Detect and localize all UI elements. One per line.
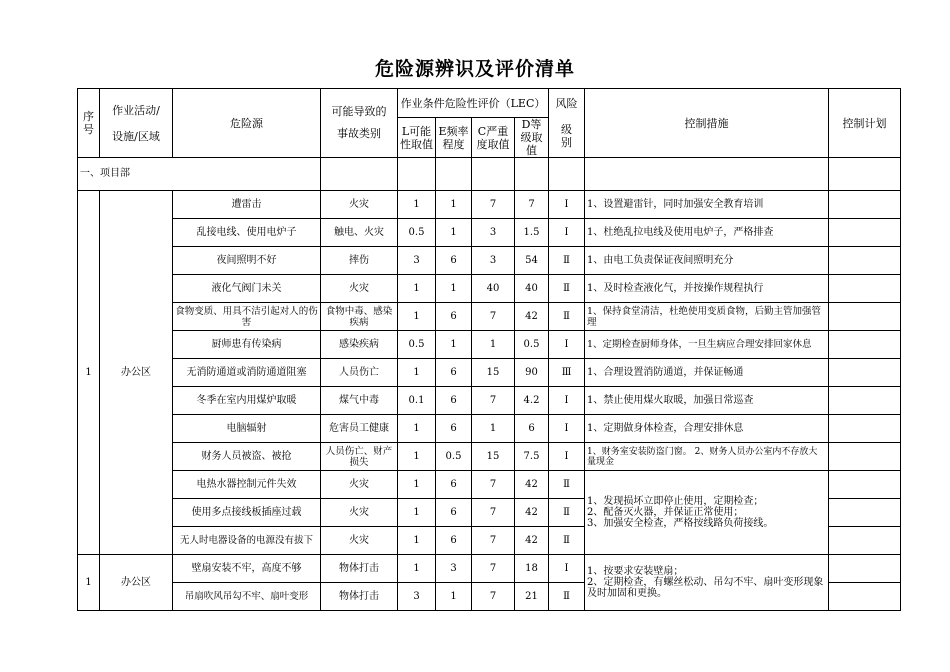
- accident-cell: 煤气中毒: [321, 387, 398, 415]
- e-cell: 1: [436, 583, 472, 611]
- cell: [585, 158, 829, 191]
- measure-cell: 1、定期做身体检查，合理安排休息: [585, 415, 829, 443]
- cell: [829, 158, 901, 191]
- hazard-table: [77, 88, 901, 611]
- c-cell: 1: [472, 415, 515, 443]
- d-cell: 42: [515, 303, 549, 331]
- plan-cell: [829, 583, 901, 611]
- hazard-cell: 食物变质、用具不洁引起对人的伤害: [173, 303, 321, 331]
- l-cell: 0.5: [398, 219, 436, 247]
- l-cell: 1: [398, 499, 436, 527]
- level-cell: Ⅱ: [549, 583, 585, 611]
- hazard-cell: 电脑辐射: [173, 415, 321, 443]
- measure-cell: 1、保持食堂清洁，杜绝使用变质食物，后勤主管加强管理: [585, 303, 829, 331]
- level-cell: Ⅱ: [549, 247, 585, 275]
- level-cell: Ⅱ: [549, 499, 585, 527]
- c-cell: 7: [472, 191, 515, 219]
- l-cell: 1: [398, 527, 436, 555]
- plan-cell: [829, 275, 901, 303]
- cell: [472, 158, 515, 191]
- measure-cell: 1、禁止使用煤火取暖，加强日常巡查: [585, 387, 829, 415]
- header-seq: 序号: [78, 89, 100, 158]
- cell: [398, 158, 436, 191]
- d-cell: 21: [515, 583, 549, 611]
- header-control-measures: 控制措施: [585, 89, 829, 158]
- plan-cell: [829, 555, 901, 583]
- measure-cell: 1、及时检查液化气，并按操作规程执行: [585, 275, 829, 303]
- hazard-cell: 壁扇安装不牢，高度不够: [173, 555, 321, 583]
- hazard-cell: 乱接电线、使用电炉子: [173, 219, 321, 247]
- l-cell: 0.1: [398, 387, 436, 415]
- c-cell: 15: [472, 359, 515, 387]
- plan-cell: [829, 527, 901, 555]
- header-c: C严重度取值: [472, 118, 515, 158]
- accident-cell: 摔伤: [321, 247, 398, 275]
- e-cell: 1: [436, 219, 472, 247]
- l-cell: 1: [398, 555, 436, 583]
- cell: [549, 158, 585, 191]
- hazard-cell: 夜间照明不好: [173, 247, 321, 275]
- table-row: [78, 443, 901, 471]
- d-cell: 4.2: [515, 387, 549, 415]
- accident-cell: 危害员工健康: [321, 415, 398, 443]
- page-title: 危险源辨识及评价清单: [374, 58, 575, 80]
- hazard-cell: 液化气阀门未关: [173, 275, 321, 303]
- e-cell: 3: [436, 555, 472, 583]
- table-row: [78, 219, 901, 247]
- e-cell: 1: [436, 331, 472, 359]
- header-accident-type: 可能导致的 事故类别: [321, 89, 398, 158]
- level-cell: Ⅱ: [549, 275, 585, 303]
- c-cell: 7: [472, 527, 515, 555]
- hazard-cell: 电热水器控制元件失效: [173, 471, 321, 499]
- level-cell: Ⅰ: [549, 555, 585, 583]
- header-e: E频率程度: [436, 118, 472, 158]
- l-cell: 1: [398, 191, 436, 219]
- accident-cell: 物体打击: [321, 555, 398, 583]
- table-row: [78, 275, 901, 303]
- hazard-cell: 遭雷击: [173, 191, 321, 219]
- level-cell: Ⅰ: [549, 191, 585, 219]
- d-cell: 6: [515, 415, 549, 443]
- e-cell: 6: [436, 499, 472, 527]
- cell: [436, 158, 472, 191]
- accident-cell: 火灾: [321, 471, 398, 499]
- accident-cell: 火灾: [321, 527, 398, 555]
- hazard-cell: 无人时电器设备的电源没有拔下: [173, 527, 321, 555]
- accident-cell: 人员伤亡: [321, 359, 398, 387]
- section-label: 一、项目部: [78, 158, 321, 191]
- c-cell: 15: [472, 443, 515, 471]
- level-cell: Ⅲ: [549, 359, 585, 387]
- c-cell: 7: [472, 471, 515, 499]
- level-cell: Ⅰ: [549, 387, 585, 415]
- accident-cell: 感染疾病: [321, 331, 398, 359]
- table-row: [78, 387, 901, 415]
- plan-cell: [829, 387, 901, 415]
- c-cell: 7: [472, 303, 515, 331]
- header-activity-area: 作业活动/ 设施/区域: [100, 89, 173, 158]
- group2-seq: 1: [78, 555, 100, 611]
- d-cell: 42: [515, 499, 549, 527]
- c-cell: 7: [472, 555, 515, 583]
- e-cell: 6: [436, 471, 472, 499]
- e-cell: 6: [436, 415, 472, 443]
- plan-cell: [829, 359, 901, 387]
- l-cell: 0.5: [398, 331, 436, 359]
- level-cell: Ⅰ: [549, 219, 585, 247]
- header-l: L可能性取值: [398, 118, 436, 158]
- table-row: [78, 555, 901, 583]
- measure-cell: 1、财务室安装防盗门窗。 2、财务人员办公室内不存放大量现金: [585, 443, 829, 471]
- table-row: [78, 331, 901, 359]
- table-row: [78, 247, 901, 275]
- table-row: [78, 471, 901, 499]
- d-cell: 1.5: [515, 219, 549, 247]
- plan-cell: [829, 191, 901, 219]
- hazard-cell: 厨师患有传染病: [173, 331, 321, 359]
- table-row: [78, 303, 901, 331]
- e-cell: 1: [436, 275, 472, 303]
- d-cell: 40: [515, 275, 549, 303]
- accident-cell: 物体打击: [321, 583, 398, 611]
- accident-cell: 火灾: [321, 499, 398, 527]
- group1-area: 办公区: [100, 191, 173, 555]
- level-cell: Ⅱ: [549, 303, 585, 331]
- c-cell: 40: [472, 275, 515, 303]
- d-cell: 90: [515, 359, 549, 387]
- table-row: [78, 191, 901, 219]
- d-cell: 42: [515, 471, 549, 499]
- e-cell: 6: [436, 387, 472, 415]
- plan-cell: [829, 331, 901, 359]
- plan-cell: [829, 499, 901, 527]
- plan-cell: [829, 303, 901, 331]
- header-control-plan: 控制计划: [829, 89, 901, 158]
- d-cell: 7: [515, 191, 549, 219]
- e-cell: 0.5: [436, 443, 472, 471]
- l-cell: 3: [398, 583, 436, 611]
- measure-cell: 1、设置避雷针，同时加强安全教育培训: [585, 191, 829, 219]
- merged-measure-cell: 1、发现损坏立即停止使用，定期检查； 2、配备灭火器，并保证正常使用； 3、加强安全检查，严格按线路负荷接线。: [585, 471, 829, 555]
- c-cell: 7: [472, 387, 515, 415]
- plan-cell: [829, 443, 901, 471]
- level-cell: Ⅱ: [549, 527, 585, 555]
- e-cell: 6: [436, 359, 472, 387]
- e-cell: 1: [436, 191, 472, 219]
- level-cell: Ⅰ: [549, 415, 585, 443]
- d-cell: 7.5: [515, 443, 549, 471]
- measure-cell: 1、杜绝乱拉电线及使用电炉子，严格排查: [585, 219, 829, 247]
- l-cell: 1: [398, 415, 436, 443]
- level-cell: Ⅰ: [549, 443, 585, 471]
- l-cell: 1: [398, 443, 436, 471]
- c-cell: 1: [472, 331, 515, 359]
- accident-cell: 食物中毒、感染疾病: [321, 303, 398, 331]
- measure-cell: 1、由电工负责保证夜间照明充分: [585, 247, 829, 275]
- level-cell: Ⅰ: [549, 331, 585, 359]
- cell: [515, 158, 549, 191]
- e-cell: 6: [436, 303, 472, 331]
- group2-area: 办公区: [100, 555, 173, 611]
- table-row: [78, 415, 901, 443]
- level-cell: Ⅱ: [549, 471, 585, 499]
- c-cell: 3: [472, 247, 515, 275]
- l-cell: 1: [398, 471, 436, 499]
- c-cell: 3: [472, 219, 515, 247]
- header-hazard: 危险源: [173, 89, 321, 158]
- d-cell: 18: [515, 555, 549, 583]
- l-cell: 1: [398, 275, 436, 303]
- measure-cell: 1、定期检查厨师身体，一旦生病应合理安排回家休息: [585, 331, 829, 359]
- e-cell: 6: [436, 527, 472, 555]
- accident-cell: 火灾: [321, 191, 398, 219]
- accident-cell: 触电、火灾: [321, 219, 398, 247]
- table-row: [78, 359, 901, 387]
- group1-seq: 1: [78, 191, 100, 555]
- plan-cell: [829, 415, 901, 443]
- l-cell: 1: [398, 359, 436, 387]
- l-cell: 3: [398, 247, 436, 275]
- hazard-cell: 吊扇吹风吊勾不牢、扇叶变形: [173, 583, 321, 611]
- measure-cell: 1、合理设置消防通道，并保证畅通: [585, 359, 829, 387]
- header-d: D等级取值: [515, 118, 549, 158]
- cell: [321, 158, 398, 191]
- d-cell: 42: [515, 527, 549, 555]
- c-cell: 7: [472, 583, 515, 611]
- accident-cell: 人员伤亡、财产损失: [321, 443, 398, 471]
- plan-cell: [829, 219, 901, 247]
- merged-measure-cell: 1、按要求安装壁扇； 2、定期检查，有螺丝松动、吊勾不牢、扇叶变形现象及时加固和更换。: [585, 555, 829, 611]
- e-cell: 6: [436, 247, 472, 275]
- c-cell: 7: [472, 499, 515, 527]
- d-cell: 0.5: [515, 331, 549, 359]
- plan-cell: [829, 247, 901, 275]
- l-cell: 1: [398, 303, 436, 331]
- hazard-cell: 无消防通道或消防通道阻塞: [173, 359, 321, 387]
- hazard-cell: 财务人员被盗、被抢: [173, 443, 321, 471]
- d-cell: 54: [515, 247, 549, 275]
- hazard-cell: 冬季在室内用煤炉取暖: [173, 387, 321, 415]
- accident-cell: 火灾: [321, 275, 398, 303]
- hazard-cell: 使用多点接线板插座过载: [173, 499, 321, 527]
- header-risk-level: 风险 级 别: [549, 89, 585, 158]
- header-lec-group: 作业条件危险性评价（LEC）: [398, 89, 549, 118]
- plan-cell: [829, 471, 901, 499]
